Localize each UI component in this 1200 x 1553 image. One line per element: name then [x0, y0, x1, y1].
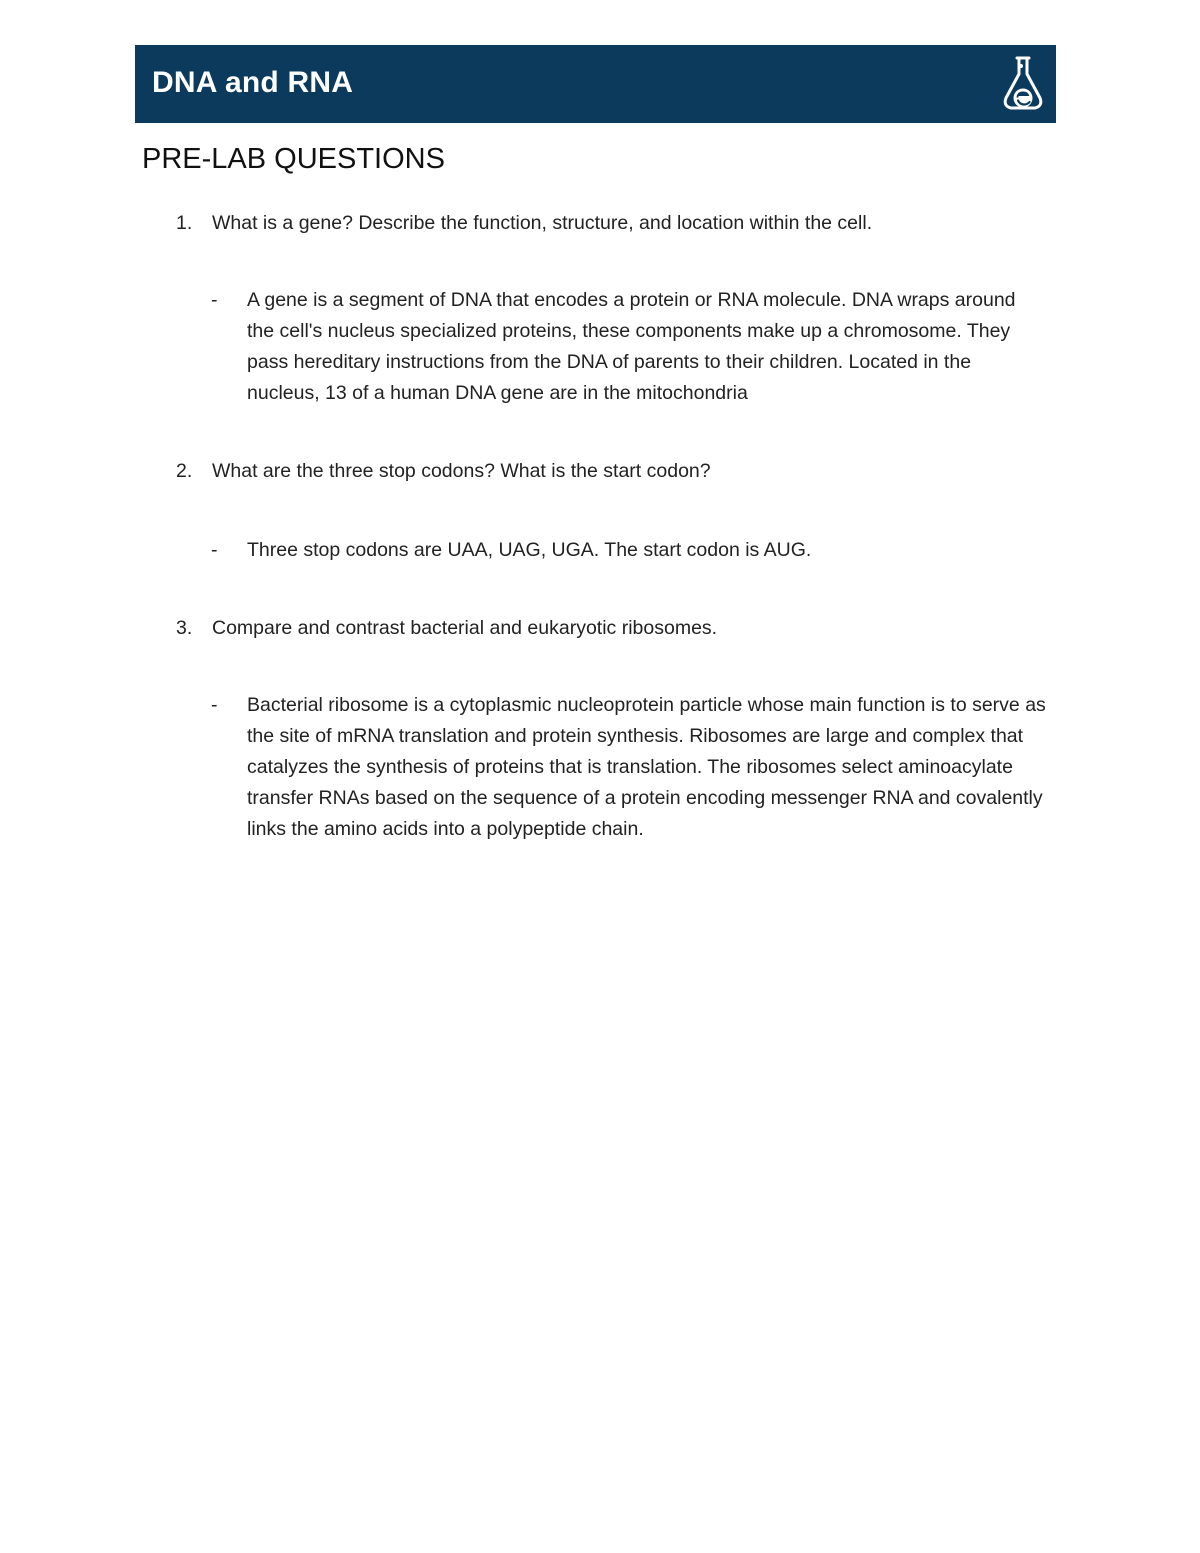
- question-2: [176, 456, 711, 487]
- question-text: What is a gene? Describe the function, structure, and location within the cell.: [212, 212, 873, 234]
- flask-logo-icon: [1000, 54, 1046, 114]
- question-number: 2.: [176, 460, 193, 482]
- answer-text: Bacterial ribosome is a cytoplasmic nucleoprotein particle whose main function is to serve as the site of mRNA translation and protein synthesis. Ribosomes are large and complex that catalyzes the synthesis of proteins that is translation. The ribosomes select aminoacylate transfer RNAs based on the sequence of a protein encoding messenger RNA and covalently links the amino acids into a polypeptide chain.: [247, 694, 1046, 840]
- question-3: [176, 613, 717, 644]
- header-bar: [135, 45, 1056, 123]
- question-number: 3.: [176, 617, 193, 639]
- answer-3: [211, 690, 1051, 845]
- question-number: 1.: [176, 212, 193, 234]
- question-1: [176, 208, 872, 239]
- answer-text: Three stop codons are UAA, UAG, UGA. The start codon is AUG.: [247, 539, 812, 561]
- section-heading: PRE-LAB QUESTIONS: [142, 143, 445, 175]
- answer-text: A gene is a segment of DNA that encodes a protein or RNA molecule. DNA wraps around the cell's nucleus specialized proteins, these components make up a chromosome. They pass hereditary instructions from the DNA of parents to their children. Located in the nucleus, 13 of a human DNA gene are in the mitochondria: [247, 289, 1016, 404]
- question-text: Compare and contrast bacterial and eukaryotic ribosomes.: [212, 617, 718, 639]
- answer-bullet: -: [211, 694, 218, 716]
- document-title: DNA and RNA: [152, 66, 354, 99]
- answer-bullet: -: [211, 289, 218, 311]
- answer-bullet: -: [211, 539, 218, 561]
- answer-1: [211, 285, 1051, 409]
- answer-2: [211, 535, 1051, 566]
- question-text: What are the three stop codons? What is the start codon?: [212, 460, 711, 482]
